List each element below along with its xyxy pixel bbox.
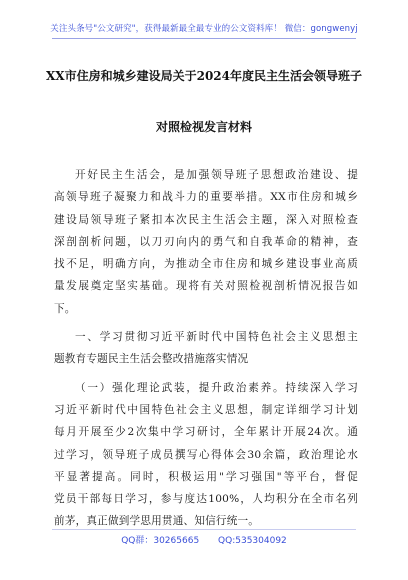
text-line: 习近平新时代中国特色社会主义思想，制定详细学习计划 [54,403,358,416]
text-line: 建设局领导班子紧扣本次民主生活会主题，深入对照检查 [54,213,358,226]
document-body [54,164,358,533]
paragraph-theory [54,377,358,533]
section-heading-1 [54,326,358,371]
footer-contact [0,533,408,546]
paragraph-intro [54,164,358,320]
text-line: 每月开展至少2次集中学习研讨，全年累计开展24次。通 [54,426,358,439]
text-line: 量发展奠定坚实基础。现将有关对照检视剖析情况报告如 [54,280,358,293]
text-line: 过学习，领导班子成员撰写心得体会30余篇，政治理论水 [54,448,358,461]
text-line: 党员干部每日学习，参与度达100%，人均积分在全市名列 [54,493,358,506]
header-banner: 关注头条号"公文研究"，获得最新最全最专业的公文资料库！ 微信：gongwenyj [50,24,358,34]
text-line: 前茅，真正做到学思用贯通、知信行统一。 [54,515,260,528]
text-line: 一、学习贯彻习近平新时代中国特色社会主义思想主 [75,331,358,344]
text-line: （一）强化理论武装，提升政治素养。持续深入学习 [75,381,358,394]
header-divider [52,38,356,39]
text-line: 平显著提高。同时，积极运用"学习强国"等平台，督促 [54,470,358,483]
text-line: 题教育专题民主生活会整改措施落实情况 [54,353,249,366]
text-line: 开好民主生活会，是加强领导班子思想政治建设、提 [75,169,358,181]
text-line: 找不足，明确方向，为推动全市住房和城乡建设事业高质 [54,258,358,271]
text-line: 下。 [54,302,76,315]
footer-qq-group: QQ群：30265665 [121,536,200,546]
document-title-line-1: XX市住房和城乡建设局关于2024年度民主生活会领导班子 [45,69,363,83]
text-line: 高领导班子凝聚力和战斗力的重要举措。XX市住房和城乡 [54,191,358,204]
text-line: 深剖剖析问题，以刀刃向内的勇气和自我革命的精神，查 [54,235,358,248]
footer-qq-number: QQ:535304092 [218,536,287,546]
footer-divider [52,529,356,530]
document-title-line-2: 对照检视发言材料 [155,120,252,134]
